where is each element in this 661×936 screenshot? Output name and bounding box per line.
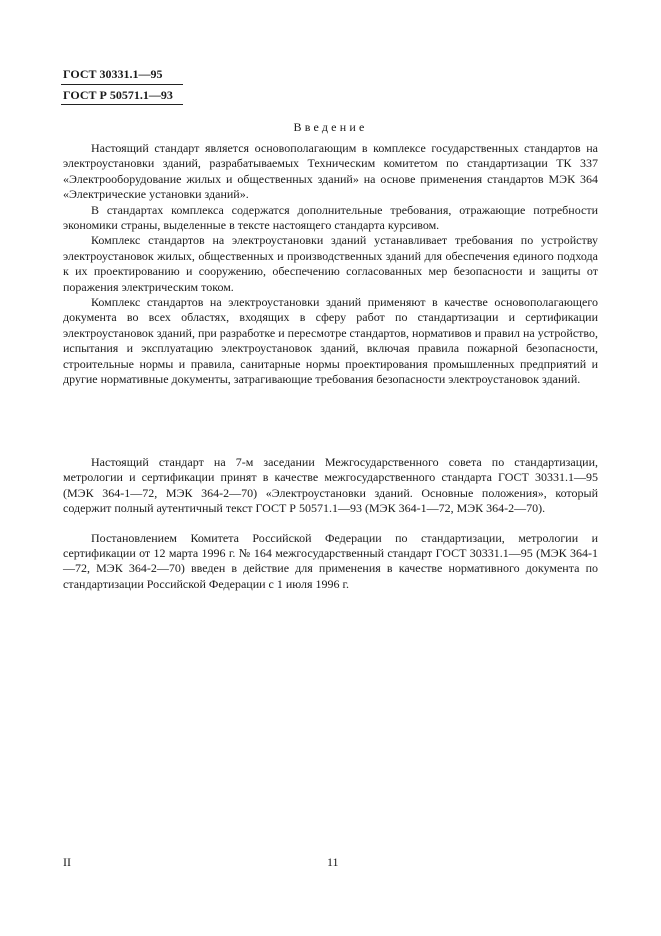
standard-designation-1: ГОСТ 30331.1—95 (63, 67, 163, 81)
intro-section (63, 141, 598, 388)
standard-designation-2: ГОСТ Р 50571.1—93 (63, 88, 173, 102)
header-divider (61, 104, 183, 105)
section-title: Введение (293, 120, 368, 134)
paragraph: Настоящий стандарт на 7-м заседании Межгосударственного совета по стандартизации, метрологии и сертификации принят в качестве межгосударственного стандарта ГОСТ 30331.1—95 (МЭК 364-1—72, МЭК 364-2—70) «Электроустановки зданий. Основные положения», который содержит полный аутентичный текст ГОСТ Р 50571.1—93 (МЭК 364-1—72, МЭК 364-2—70). (63, 455, 598, 516)
paragraph: Комплекс стандартов на электроустановки зданий устанавливает требования по устройству электроустановок жилых, общественных и производственных зданий для обеспечения единого подхода к их проектированию и сооружению, обеспечению согласованных мер безопасности и защиты от поражения электрическим током. (63, 233, 598, 294)
paragraph: Комплекс стандартов на электроустановки зданий применяют в качестве основополагающего документа во всех областях, входящих в сферу работ по стандартизации и сертификации электроустановок зданий, при разработке и пересмотре стандартов, нормативов и правил на устройство, испытания и эксплуатацию электроустановок зданий, включая правила пожарной безопасности, строительные нормы и правила, санитарные нормы проектирования промышленных предприятий и другие нормативные документы, затрагивающие требования безопасности электроустановок зданий. (63, 295, 598, 387)
page-number-roman: II (63, 855, 71, 869)
paragraph: Настоящий стандарт является основополагающим в комплексе государственных стандартов на электроустановки зданий, разрабатываемых Техническим комитетом по стандартизации ТК 337 «Электрооборудование жилых и общественных зданий» на основе применения стандартов МЭК 364 «Электрические установки зданий». (63, 141, 598, 202)
header-divider (61, 84, 183, 85)
print-number: 11 (327, 855, 339, 869)
paragraph: В стандартах комплекса содержатся дополнительные требования, отражающие потребности экономики страны, выделенные в тексте настоящего стандарта курсивом. (63, 202, 598, 233)
paragraph: Постановлением Комитета Российской Федерации по стандартизации, метрологии и сертификации от 12 марта 1996 г. № 164 межгосударственный стандарт ГОСТ 30331.1—95 (МЭК 364-1—72, МЭК 364-2—70) введен в действие для применения в качестве нормативного документа по стандартизации Российской Федерации с 1 июля 1996 г. (63, 530, 598, 591)
adoption-section (63, 455, 598, 606)
